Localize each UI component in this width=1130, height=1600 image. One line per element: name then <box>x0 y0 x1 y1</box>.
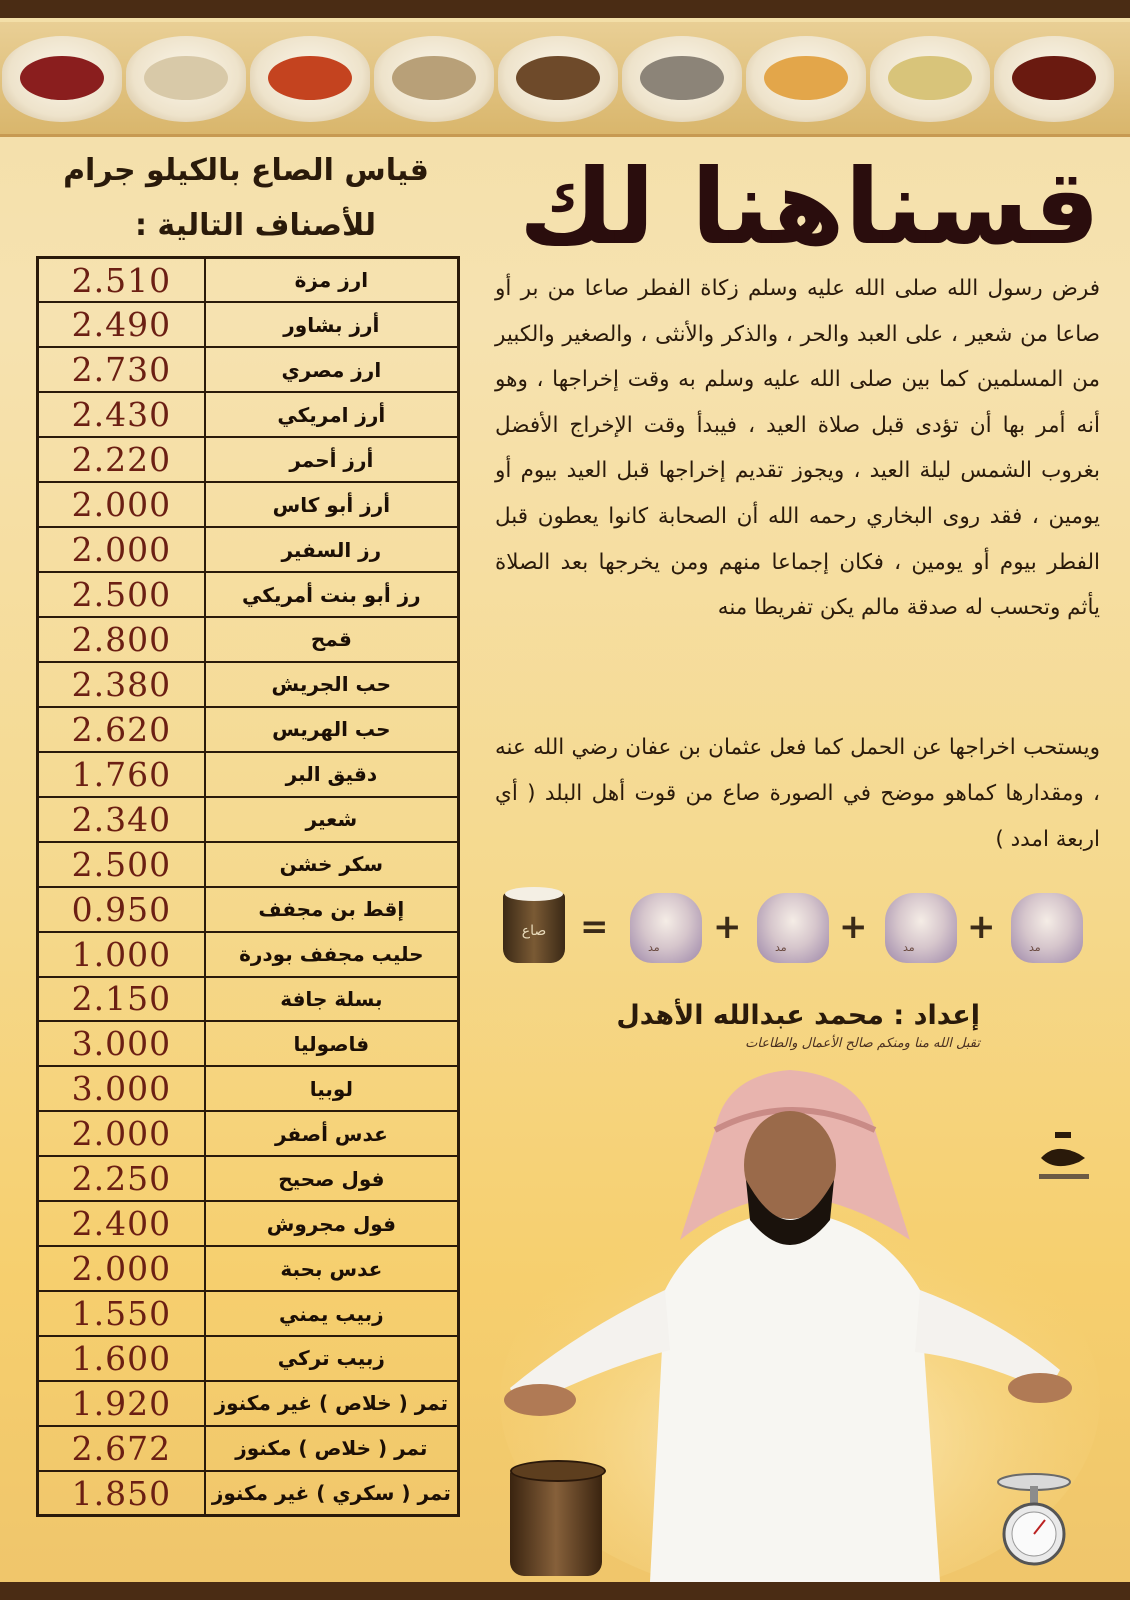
table-row <box>38 437 459 482</box>
weight-value: 2.500 <box>38 572 205 617</box>
weight-value: 2.672 <box>38 1426 205 1471</box>
plus-sign: + <box>839 907 868 947</box>
weight-value: 1.000 <box>38 932 205 977</box>
table-row <box>38 527 459 572</box>
mudd-hands-icon <box>757 893 829 963</box>
food-bowl-rice-white <box>870 36 990 122</box>
table-row <box>38 977 459 1022</box>
intro-paragraph: فرض رسول الله صلى الله عليه وسلم زكاة الفطر صاعا من بر أو صاعا من شعير ، على العبد والحر ، والذكر والأنثى ، والصغير والكبير من المسلمين كما بين صلى الله عليه وسلم به وقت إخراجها ، وهو أنه أمر بها أن تؤدى قبل صلاة العيد ، فيبدأ وقت الإخراج الأفضل بغروب الشمس ليلة العيد ، ويجوز تقديم إخراجها قبل العيد بيوم أو يومين ، فقد روى البخاري رحمه الله أن الصحابة كانوا يعطون قبل الفطر بيوم أو يومين ، فكان إجماعا منهم ومن يخرجها بعد الصلاة يأثم وتحسب له صدقة مالم يكن تفريطا منه <box>495 276 1100 621</box>
food-bowl-grain-scoop <box>126 36 246 122</box>
mudd-paragraph <box>495 725 1100 863</box>
food-bowl-red-beans <box>2 36 122 122</box>
table-row <box>38 1336 459 1381</box>
food-item-name: تمر ( خلاص ) غير مكنوز <box>205 1381 459 1426</box>
food-bowl-lentils-red <box>250 36 370 122</box>
food-bowl-dates <box>994 36 1114 122</box>
table-row <box>38 752 459 797</box>
table-row <box>38 482 459 527</box>
food-item-name: أرز بشاور <box>205 302 459 347</box>
table-row <box>38 1381 459 1426</box>
food-bowl-spices-mix <box>498 36 618 122</box>
food-item-name: عدس بحبة <box>205 1246 459 1291</box>
mudd-paragraph-text: ويستحب اخراجها عن الحمل كما فعل عثمان بن عفان رضي الله عنه ، ومقدارها كماهو موضح في الصورة صاع من قوت أهل البلد <box>495 735 1100 806</box>
mudd-paragraph-note: ( أي اربعة امدد ) <box>495 781 1100 852</box>
table-row <box>38 707 459 752</box>
food-item-name: فول صحيح <box>205 1156 459 1201</box>
saa-equation <box>495 885 1095 975</box>
food-item-name: سكر خشن <box>205 842 459 887</box>
food-item-name: أرز أحمر <box>205 437 459 482</box>
weight-value: 2.000 <box>38 1246 205 1291</box>
weight-value: 2.510 <box>38 258 205 303</box>
weight-value: 3.000 <box>38 1021 205 1066</box>
food-bowl-beans-white <box>374 36 494 122</box>
top-border <box>0 0 1130 18</box>
bottom-border <box>0 1582 1130 1600</box>
food-bowl-lentils-yellow <box>746 36 866 122</box>
mudd-hands-icon <box>630 893 702 963</box>
weight-value: 2.220 <box>38 437 205 482</box>
mudd-label: مد <box>775 941 787 954</box>
weight-value: 0.950 <box>38 887 205 932</box>
plus-sign: + <box>713 907 742 947</box>
table-row <box>38 572 459 617</box>
food-image-strip <box>0 22 1130 137</box>
mudd-label: مد <box>903 941 915 954</box>
weight-value: 1.920 <box>38 1381 205 1426</box>
food-item-name: رز السفير <box>205 527 459 572</box>
food-item-name: ارز مزة <box>205 258 459 303</box>
weight-value: 2.620 <box>38 707 205 752</box>
kitchen-scale-icon <box>993 1468 1075 1568</box>
preparer-note: تقبل الله منا ومنكم صالح الأعمال والطاعات <box>745 1036 980 1051</box>
weight-value: 2.490 <box>38 302 205 347</box>
table-row <box>38 617 459 662</box>
page-title: قسناهنا لك <box>518 146 1100 268</box>
table-row <box>38 887 459 932</box>
food-item-name: ارز مصري <box>205 347 459 392</box>
mudd-label: مد <box>648 941 660 954</box>
food-item-name: أرز امريكي <box>205 392 459 437</box>
table-row <box>38 932 459 977</box>
table-row <box>38 842 459 887</box>
food-item-name: قمح <box>205 617 459 662</box>
food-item-name: زبيب يمني <box>205 1291 459 1336</box>
table-row <box>38 1066 459 1111</box>
table-row <box>38 258 459 303</box>
table-row <box>38 1021 459 1066</box>
weight-value: 2.380 <box>38 662 205 707</box>
weight-value: 2.340 <box>38 797 205 842</box>
table-row <box>38 1291 459 1336</box>
preparer-credit: إعداد : محمد عبدالله الأهدل <box>616 1000 980 1031</box>
food-item-name: حليب مجفف بودرة <box>205 932 459 977</box>
weight-value: 1.550 <box>38 1291 205 1336</box>
food-item-name: فول مجروش <box>205 1201 459 1246</box>
food-item-name: شعير <box>205 797 459 842</box>
mudd-label: مد <box>1029 941 1041 954</box>
table-row <box>38 347 459 392</box>
table-subtitle: للأصناف التالية : <box>134 208 376 243</box>
table-title: قياس الصاع بالكيلو جرام <box>63 153 429 188</box>
food-item-name: دقيق البر <box>205 752 459 797</box>
weight-value: 2.400 <box>38 1201 205 1246</box>
table-row <box>38 1111 459 1156</box>
food-bowl-rice-grey <box>622 36 742 122</box>
food-item-name: تمر ( سكري ) غير مكنوز <box>205 1471 459 1516</box>
weight-value: 2.000 <box>38 527 205 572</box>
food-item-name: حب الجريش <box>205 662 459 707</box>
food-item-name: أرز أبو كاس <box>205 482 459 527</box>
table-row <box>38 1426 459 1471</box>
table-row <box>38 662 459 707</box>
food-item-name: حب الهريس <box>205 707 459 752</box>
table-row <box>38 1246 459 1291</box>
weight-value: 2.430 <box>38 392 205 437</box>
weight-value: 1.600 <box>38 1336 205 1381</box>
saa-weights-table <box>36 256 460 1517</box>
plus-sign: + <box>967 907 996 947</box>
food-item-name: تمر ( خلاص ) مكنوز <box>205 1426 459 1471</box>
table-row <box>38 392 459 437</box>
table-row <box>38 1201 459 1246</box>
equals-sign: = <box>580 907 609 947</box>
weight-value: 2.000 <box>38 482 205 527</box>
food-item-name: فاصوليا <box>205 1021 459 1066</box>
weight-value: 3.000 <box>38 1066 205 1111</box>
food-item-name: زبيب تركي <box>205 1336 459 1381</box>
weight-value: 2.150 <box>38 977 205 1022</box>
weight-value: 2.730 <box>38 347 205 392</box>
weight-value: 1.850 <box>38 1471 205 1516</box>
food-item-name: إقط بن مجفف <box>205 887 459 932</box>
saa-bucket-large-icon <box>510 1468 602 1576</box>
food-item-name: عدس أصفر <box>205 1111 459 1156</box>
table-row <box>38 797 459 842</box>
food-item-name: بسلة جافة <box>205 977 459 1022</box>
food-item-name: رز أبو بنت أمريكي <box>205 572 459 617</box>
saa-bucket-icon <box>503 893 565 963</box>
mudd-hands-icon <box>1011 893 1083 963</box>
table-row <box>38 302 459 347</box>
weight-value: 2.000 <box>38 1111 205 1156</box>
mudd-hands-icon <box>885 893 957 963</box>
weight-value: 2.250 <box>38 1156 205 1201</box>
table-row <box>38 1471 459 1516</box>
weight-value: 2.800 <box>38 617 205 662</box>
table-row <box>38 1156 459 1201</box>
weight-value: 1.760 <box>38 752 205 797</box>
food-item-name: لوبيا <box>205 1066 459 1111</box>
weight-value: 2.500 <box>38 842 205 887</box>
saa-label: صاع <box>521 923 547 939</box>
